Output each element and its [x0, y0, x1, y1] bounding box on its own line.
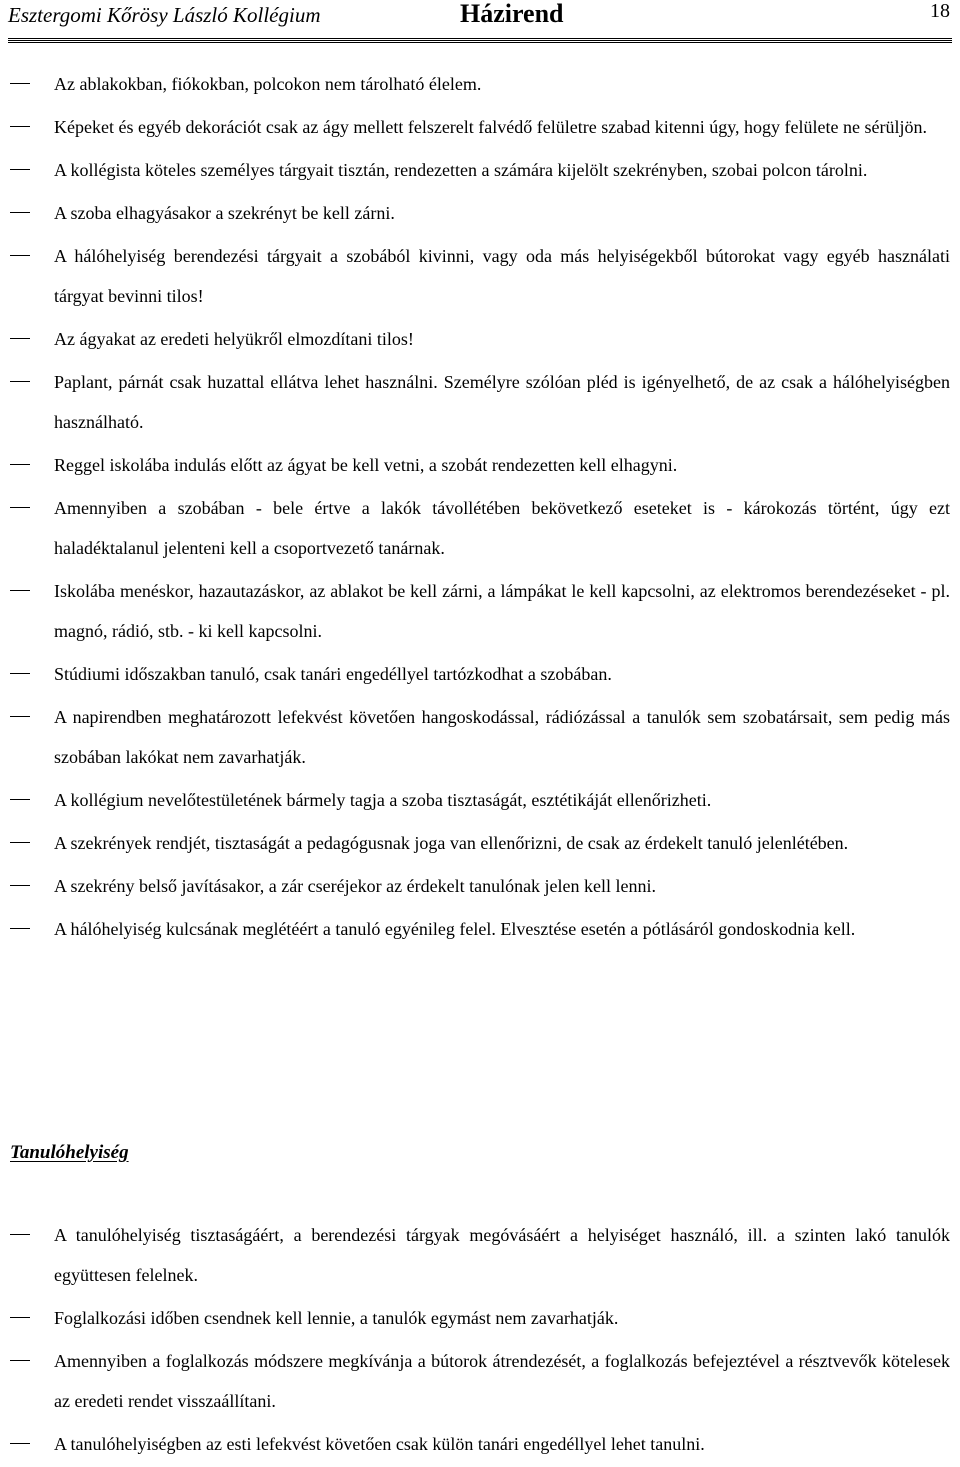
- dash-bullet: [10, 169, 30, 170]
- list-item-text: A tanulóhelyiség tisztaságáért, a berendezési tárgyak megóvásáért a helyiséget használó, ill. a szinten lakó tanulók együttesen felelnek.: [54, 1225, 950, 1285]
- dash-bullet: [10, 590, 30, 591]
- dash-bullet: [10, 885, 30, 886]
- dash-bullet: [10, 716, 30, 717]
- list-item: [0, 823, 960, 863]
- dash-bullet: [10, 673, 30, 674]
- list-item: [0, 193, 960, 233]
- list-item: [0, 571, 960, 651]
- list-item: [0, 1298, 960, 1338]
- dash-bullet: [10, 126, 30, 127]
- list-item: [0, 488, 960, 568]
- list-item-text: Az ágyakat az eredeti helyükről elmozdítani tilos!: [54, 329, 414, 349]
- list-item-text: A szekrények rendjét, tisztaságát a pedagógusnak joga van ellenőrizni, de csak az érdekelt tanuló jelenlétében.: [54, 833, 849, 853]
- list-item: [0, 319, 960, 359]
- header-document-title: Házirend: [460, 0, 564, 28]
- dash-bullet: [10, 212, 30, 213]
- dash-bullet: [10, 842, 30, 843]
- list-item: [0, 362, 960, 442]
- list-item: [0, 150, 960, 190]
- list-item: [0, 64, 960, 104]
- list-item-text: Foglalkozási időben csendnek kell lennie, a tanulók egymást nem zavarhatják.: [54, 1308, 619, 1328]
- page-number: 18: [930, 0, 950, 22]
- rules-list-room: [0, 64, 960, 952]
- list-item-text: Képeket és egyéb dekorációt csak az ágy mellett felszerelt falvédő felületre szabad kitenni úgy, hogy felülete ne sérüljön.: [54, 117, 927, 137]
- list-item-text: Iskolába menéskor, hazautazáskor, az ablakot be kell zárni, a lámpákat le kell kapcsolni, az elektromos berendezéseket - pl. magnó, rádió, stb. - ki kell kapcsolni.: [54, 581, 950, 641]
- dash-bullet: [10, 1317, 30, 1318]
- list-item-text: A hálóhelyiség berendezési tárgyait a szobából kivinni, vagy oda más helyiségekből bútorokat vagy egyéb használati tárgyat bevinni tilos!: [54, 246, 950, 306]
- list-item-text: Stúdiumi időszakban tanuló, csak tanári engedéllyel tartózkodhat a szobában.: [54, 664, 612, 684]
- list-item-text: A hálóhelyiség kulcsának meglétéért a tanuló egyénileg felel. Elvesztése esetén a pótlásáról gondoskodnia kell.: [54, 919, 856, 939]
- list-item: [0, 1424, 960, 1464]
- list-item-text: A napirendben meghatározott lefekvést követően hangoskodással, rádiózással a tanulók sem szobatársait, sem pedig más szobában lakókat nem zavarhatják.: [54, 707, 950, 767]
- dash-bullet: [10, 928, 30, 929]
- dash-bullet: [10, 1443, 30, 1444]
- list-item-text: A szekrény belső javításakor, a zár cseréjekor az érdekelt tanulónak jelen kell lenni.: [54, 876, 657, 896]
- dash-bullet: [10, 1360, 30, 1361]
- section-heading: Tanulóhelyiség: [10, 1142, 129, 1163]
- dash-bullet: [10, 255, 30, 256]
- list-item-text: Reggel iskolába indulás előtt az ágyat be kell vetni, a szobát rendezetten kell elhagyni.: [54, 455, 678, 475]
- dash-bullet: [10, 464, 30, 465]
- list-item: [0, 445, 960, 485]
- header-rule: [8, 38, 952, 43]
- dash-bullet: [10, 83, 30, 84]
- list-item-text: Paplant, párnát csak huzattal ellátva lehet használni. Személyre szólóan pléd is igényelhető, de az csak a hálóhelyiségben használható.: [54, 372, 950, 432]
- list-item: [0, 1341, 960, 1421]
- list-item-text: Amennyiben a szobában - bele értve a lakók távollétében bekövetkező eseteket is - károkozás történt, úgy ezt haladéktalanul jelenteni kell a csoportvezető tanárnak.: [54, 498, 950, 558]
- list-item-text: A kollégista köteles személyes tárgyait tisztán, rendezetten a számára kijelölt szekrényben, szobai polcon tárolni.: [54, 160, 868, 180]
- list-item-text: Amennyiben a foglalkozás módszere megkívánja a bútorok átrendezését, a foglalkozás befejeztével a résztvevők kötelesek az eredeti rendet visszaállítani.: [54, 1351, 950, 1411]
- list-item-text: A tanulóhelyiségben az esti lefekvést követően csak külön tanári engedéllyel lehet tanulni.: [54, 1434, 705, 1454]
- list-item-text: Az ablakokban, fiókokban, polcokon nem tárolható élelem.: [54, 74, 482, 94]
- list-item: [0, 654, 960, 694]
- dash-bullet: [10, 799, 30, 800]
- dash-bullet: [10, 507, 30, 508]
- dash-bullet: [10, 1234, 30, 1235]
- page-header: [8, 0, 952, 34]
- dash-bullet: [10, 338, 30, 339]
- list-item: [0, 697, 960, 777]
- rules-list-study-room: [0, 1215, 960, 1467]
- list-item: [0, 1215, 960, 1295]
- dash-bullet: [10, 381, 30, 382]
- list-item: [0, 236, 960, 316]
- list-item: [0, 780, 960, 820]
- header-institution: Esztergomi Kőrösy László Kollégium: [8, 3, 321, 27]
- list-item-text: A szoba elhagyásakor a szekrényt be kell zárni.: [54, 203, 395, 223]
- list-item: [0, 909, 960, 949]
- list-item: [0, 866, 960, 906]
- list-item-text: A kollégium nevelőtestületének bármely tagja a szoba tisztaságát, esztétikáját ellenőrizheti.: [54, 790, 712, 810]
- list-item: [0, 107, 960, 147]
